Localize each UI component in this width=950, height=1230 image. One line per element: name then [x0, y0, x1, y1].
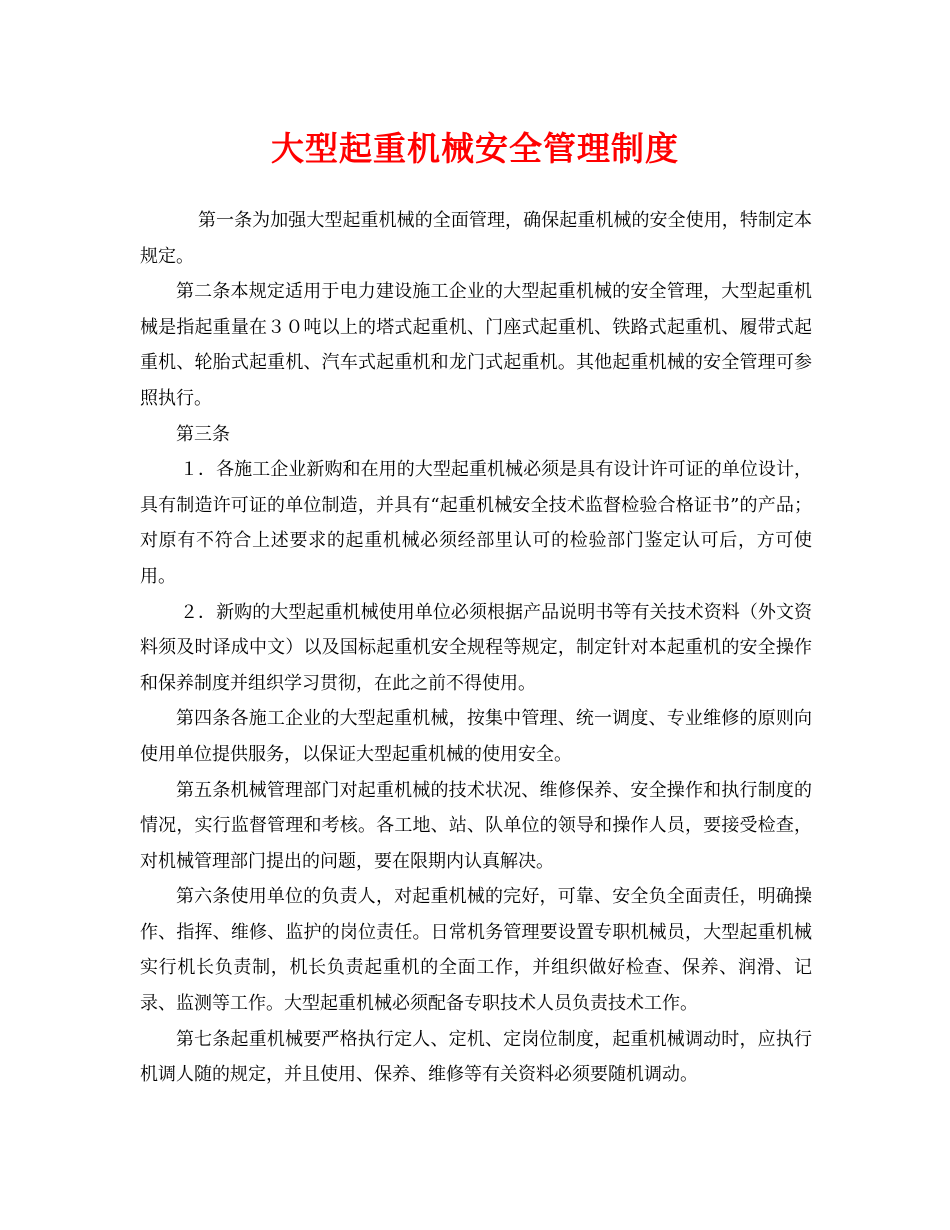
article-5-paragraph: 第五条机械管理部门对起重机械的技术状况、维修保养、安全操作和执行制度的情况，实行监督管理和考核。各工地、站、队单位的领导和操作人员，要接受检查，对机械管理部门提出的问题，要在限期内认真解决。 [140, 779, 812, 872]
article-6-paragraph: 第六条使用单位的负责人，对起重机械的完好，可靠、安全负全面责任，明确操作、指挥、维修、监护的岗位责任。日常机务管理要设置专职机械员，大型起重机械实行机长负责制，机长负责起重机的全面工作，并组织做好检查、保养、润滑、记录、监测等工作。大型起重机械必须配备专职技术人员负责技术工作。 [140, 886, 812, 1015]
document-body [140, 203, 812, 1093]
article-7-paragraph: 第七条起重机械要严格执行定人、定机、定岗位制度，起重机械调动时，应执行机调人随的规定，并且使用、保养、维修等有关资料必须要随机调动。 [140, 1028, 812, 1086]
article-2-paragraph: 第二条本规定适用于电力建设施工企业的大型起重机械的安全管理，大型起重机械是指起重量在３０吨以上的塔式起重机、门座式起重机、铁路式起重机、履带式起重机、轮胎式起重机、汽车式起重机和龙门式起重机。其他起重机械的安全管理可参照执行。 [140, 281, 812, 409]
article-3-item-1: １．各施工企业新购和在用的大型起重机械必须是具有设计许可证的单位设计，具有制造许可证的单位制造，并具有“起重机械安全技术监督检验合格证书”的产品；对原有不符合上述要求的起重机械必须经部里认可的检验部门鉴定认可后，方可使用。 [140, 459, 812, 587]
article-3-item-2: ２．新购的大型起重机械使用单位必须根据产品说明书等有关技术资料（外文资料须及时译成中文）以及国标起重机安全规程等规定，制定针对本起重机的安全操作和保养制度并组织学习贯彻，在此之前不得使用。 [140, 601, 812, 694]
article-3-heading: 第三条 [176, 423, 230, 445]
article-4-paragraph: 第四条各施工企业的大型起重机械，按集中管理、统一调度、专业维修的原则向使用单位提供服务，以保证大型起重机械的使用安全。 [140, 708, 812, 765]
document-title: 大型起重机械安全管理制度 [271, 129, 679, 168]
article-1-paragraph: 第一条为加强大型起重机械的全面管理，确保起重机械的安全使用，特制定本规定。 [140, 210, 812, 267]
